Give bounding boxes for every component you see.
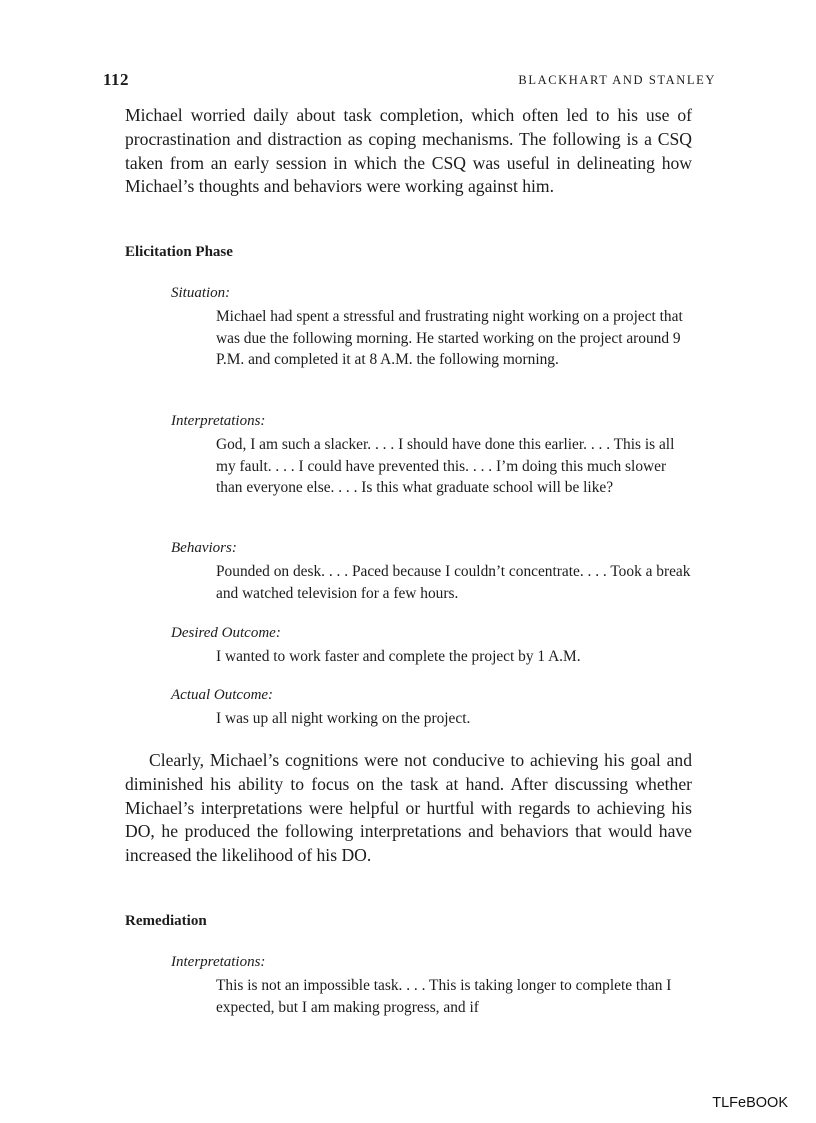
remediation-interpretations-label: Interpretations: — [171, 954, 266, 970]
elicitation-heading: Elicitation Phase — [125, 244, 233, 260]
actual-outcome-label: Actual Outcome: — [171, 687, 274, 703]
behaviors-text: Pounded on desk. . . . Paced because I couldn’t concentrate. . . . Took a break and watched television for a few hours. — [216, 563, 691, 602]
desired-outcome-text: I wanted to work faster and complete the project by 1 A.M. — [216, 648, 581, 665]
interpretations-label: Interpretations: — [171, 413, 266, 429]
page-number: 112 — [103, 70, 130, 89]
behaviors-label: Behaviors: — [171, 540, 237, 556]
remediation-interpretations-text: This is not an impossible task. . . . This is taking longer to complete than I expected, but I am making progress, and if — [216, 977, 672, 1016]
actual-outcome-text: I was up all night working on the project. — [216, 710, 471, 727]
situation-text: Michael had spent a stressful and frustrating night working on a project that was due the following morning. He started working on the project around 9 P.M. and completed it at 8 A.M. the following morning. — [216, 308, 683, 368]
running-head: BLACKHART AND STANLEY — [518, 73, 716, 87]
interpretations-text: God, I am such a slacker. . . . I should have done this earlier. . . . This is all my fault. . . . I could have prevented this. . . . I’m doing this much slower than everyone else. . . . Is this what graduate school will be like? — [216, 436, 675, 496]
watermark: TLFeBOOK — [712, 1095, 788, 1111]
intro-paragraph: Michael worried daily about task completion, which often led to his use of procrastination and distraction as coping mechanisms. The following is a CSQ taken from an early session in which the CSQ was useful in delineating how Michael’s thoughts and behaviors were working against him. — [125, 105, 692, 197]
remediation-heading: Remediation — [125, 913, 207, 929]
situation-label: Situation: — [171, 285, 231, 301]
desired-outcome-label: Desired Outcome: — [171, 625, 281, 641]
discussion-paragraph: Clearly, Michael’s cognitions were not conducive to achieving his goal and diminished his ability to focus on the task at hand. After discussing whether Michael’s interpretations were helpful or hurtful with regards to achieving his DO, he produced the following interpretations and behaviors that would have increased the likelihood of his DO. — [125, 750, 692, 866]
